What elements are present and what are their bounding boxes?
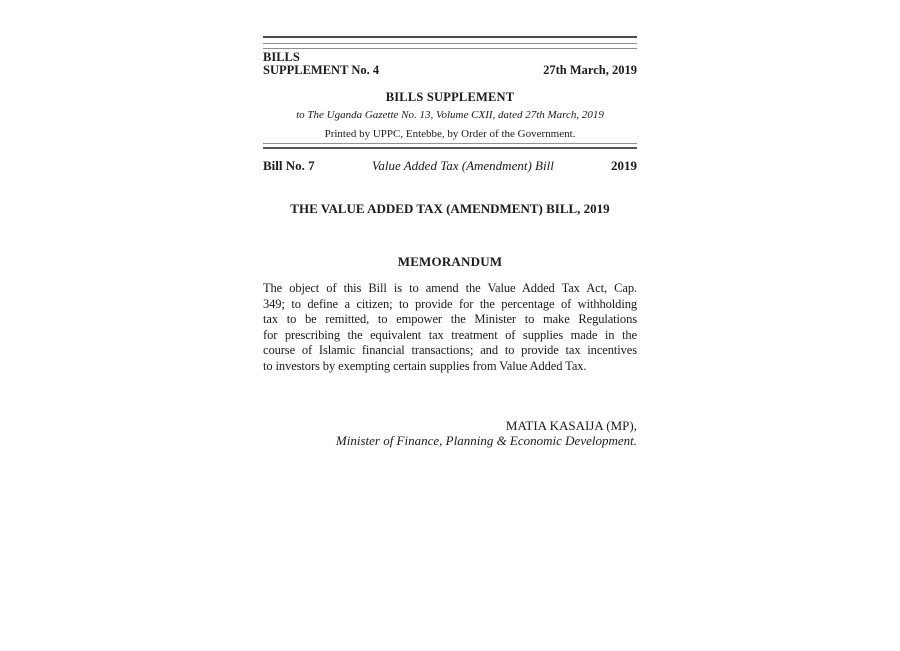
masthead	[263, 51, 637, 77]
signatory-name: MATIA KASAIJA (MP),	[505, 418, 637, 433]
header-rule	[263, 143, 637, 149]
supplement-number: SUPPLEMENT No. 4	[263, 63, 380, 77]
masthead-left	[263, 51, 379, 77]
memorandum-paragraph	[263, 281, 637, 374]
top-rule	[263, 36, 637, 38]
bill-number: Bill No. 7	[263, 158, 315, 173]
memorandum-line: 349; to define a citizen; to provide for the percentage of withholding	[263, 296, 637, 311]
bill-year: 2019	[611, 158, 637, 173]
bill-header-row	[263, 159, 637, 173]
bills-label: BILLS	[263, 50, 300, 64]
memorandum-line: The object of this Bill is to amend the Value Added Tax Act, Cap.	[263, 281, 637, 295]
memorandum-line: to investors by exempting certain supplies from Value Added Tax.	[263, 358, 587, 373]
document-page	[263, 0, 637, 448]
supplement-title: BILLS SUPPLEMENT	[385, 90, 515, 104]
document-title: THE VALUE ADDED TAX (AMENDMENT) BILL, 2019	[290, 201, 610, 216]
signatory-title: Minister of Finance, Planning & Economic Development.	[335, 433, 637, 448]
issue-date: 27th March, 2019	[543, 63, 637, 77]
top-double-rule	[263, 43, 637, 49]
memorandum-line: course of Islamic financial transactions; and to provide tax incentives	[263, 343, 637, 357]
signature-block	[263, 418, 637, 448]
memorandum-heading: MEMORANDUM	[397, 254, 503, 269]
memorandum-line: tax to be remitted, to empower the Minister to make Regulations	[263, 312, 637, 326]
memorandum-line: for prescribing the equivalent tax treatment of supplies made in the	[263, 327, 637, 342]
bill-name: Value Added Tax (Amendment) Bill	[371, 158, 554, 173]
printer-note: Printed by UPPC, Entebbe, by Order of the Government.	[324, 128, 576, 140]
gazette-reference: to The Uganda Gazette No. 13, Volume CXII, dated 27th March, 2019	[296, 109, 604, 121]
